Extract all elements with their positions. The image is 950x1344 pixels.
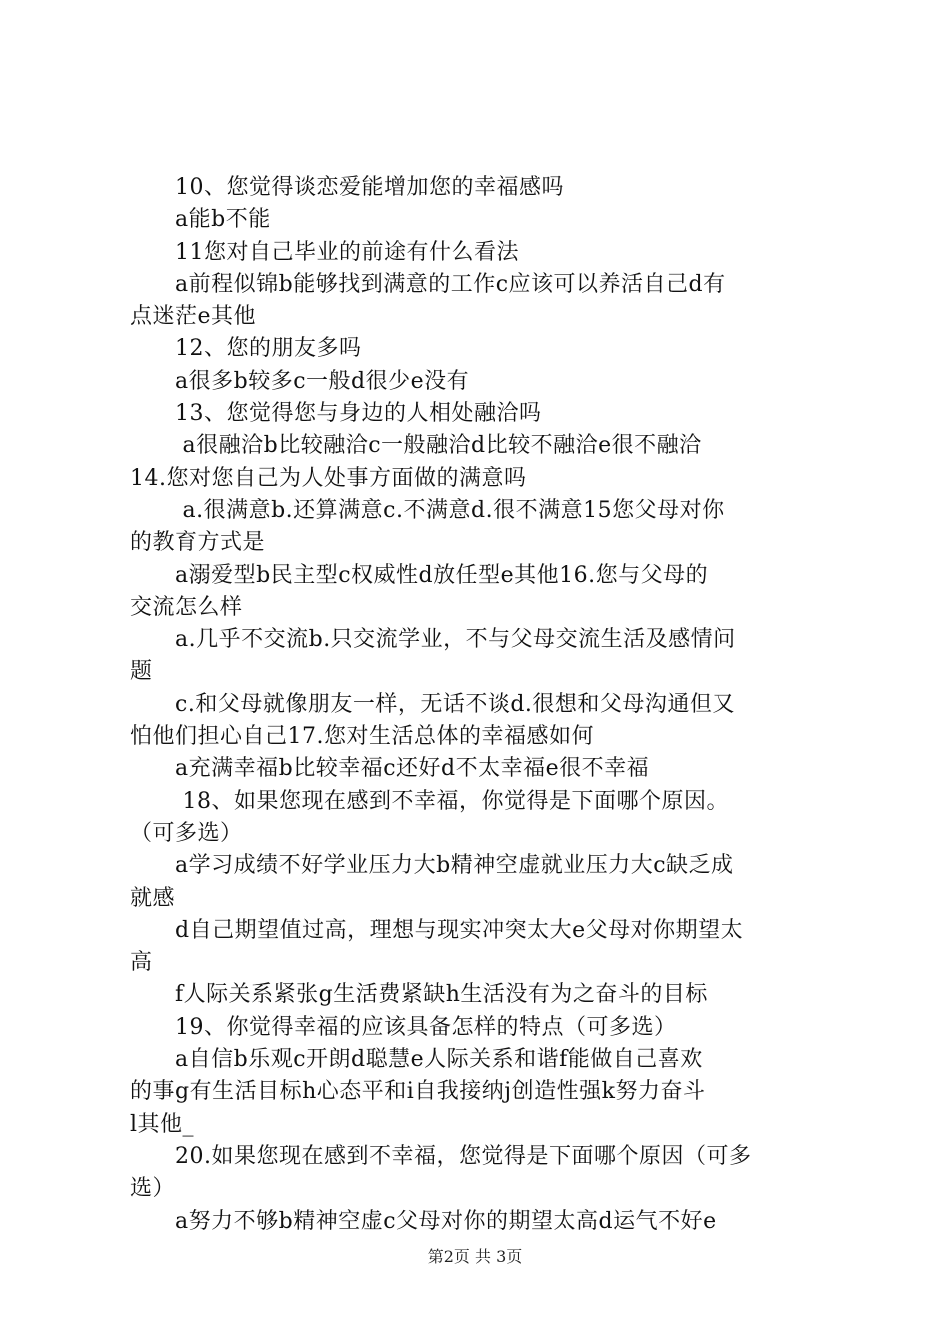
text-line: a溺爱型b民主型c权威性d放任型e其他16.您与父母的 — [130, 562, 709, 588]
text-line: 题 — [130, 659, 153, 685]
text-line: f人际关系紧张g生活费紧缺h生活没有为之奋斗的目标 — [130, 982, 708, 1008]
text-line: 10、您觉得谈恋爱能增加您的幸福感吗 — [130, 175, 564, 200]
text-line: 的事g有生活目标h心态平和i自我接纳j创造性强k努力奋斗 — [130, 1079, 706, 1105]
text-line: a充满幸福b比较幸福c还好d不太幸福e很不幸福 — [130, 756, 650, 782]
text-line: 选） — [130, 1176, 176, 1202]
text-line: c.和父母就像朋友一样，无话不谈d.很想和父母沟通但又 — [130, 691, 735, 717]
text-line: 怕他们担心自己17.您对生活总体的幸福感如何 — [130, 724, 594, 750]
text-line: a自信b乐观c开朗d聪慧e人际关系和谐f能做自己喜欢 — [130, 1047, 703, 1073]
text-line: 交流怎么样 — [130, 594, 243, 620]
text-line: a努力不够b精神空虚c父母对你的期望太高d运气不好e — [130, 1208, 717, 1234]
text-line: l其他_ — [130, 1111, 195, 1137]
text-line: a学习成绩不好学业压力大b精神空虚就业压力大c缺乏成 — [130, 853, 734, 879]
text-line: 13、您觉得您与身边的人相处融洽吗 — [130, 401, 542, 427]
text-line: a.几乎不交流b.只交流学业，不与父母交流生活及感情问 — [130, 627, 736, 653]
text-line: 20.如果您现在感到不幸福，您觉得是下面哪个原因（可多 — [130, 1143, 752, 1169]
page-footer: 第2页 共 3页 — [427, 1247, 523, 1266]
text-line: 18、如果您现在感到不幸福，你觉得是下面哪个原因。 — [130, 788, 729, 814]
text-line: d自己期望值过高，理想与现实冲突太大e父母对你期望太 — [130, 917, 744, 943]
text-line: 高 — [130, 950, 153, 976]
text-line: 19、你觉得幸福的应该具备怎样的特点（可多选） — [130, 1014, 677, 1040]
text-line: 就感 — [130, 885, 176, 911]
text-line: a前程似锦b能够找到满意的工作c应该可以养活自己d有 — [130, 271, 726, 297]
text-line: a很融洽b比较融洽c一般融洽d比较不融洽e很不融洽 — [130, 433, 702, 459]
text-line: 点迷茫e其他 — [130, 304, 257, 330]
document-body — [130, 172, 830, 1238]
text-line: a很多b较多c一般d很少e没有 — [130, 368, 470, 394]
text-line: a能b不能 — [130, 207, 271, 233]
text-line: 11您对自己毕业的前途有什么看法 — [130, 239, 519, 265]
text-line: a.很满意b.还算满意c.不满意d.很不满意15您父母对你 — [130, 497, 725, 523]
text-line: 12、您的朋友多吗 — [130, 336, 362, 362]
text-line: （可多选） — [130, 820, 243, 846]
text-line: 14.您对您自己为人处事方面做的满意吗 — [130, 465, 527, 491]
text-line: 的教育方式是 — [130, 530, 266, 556]
